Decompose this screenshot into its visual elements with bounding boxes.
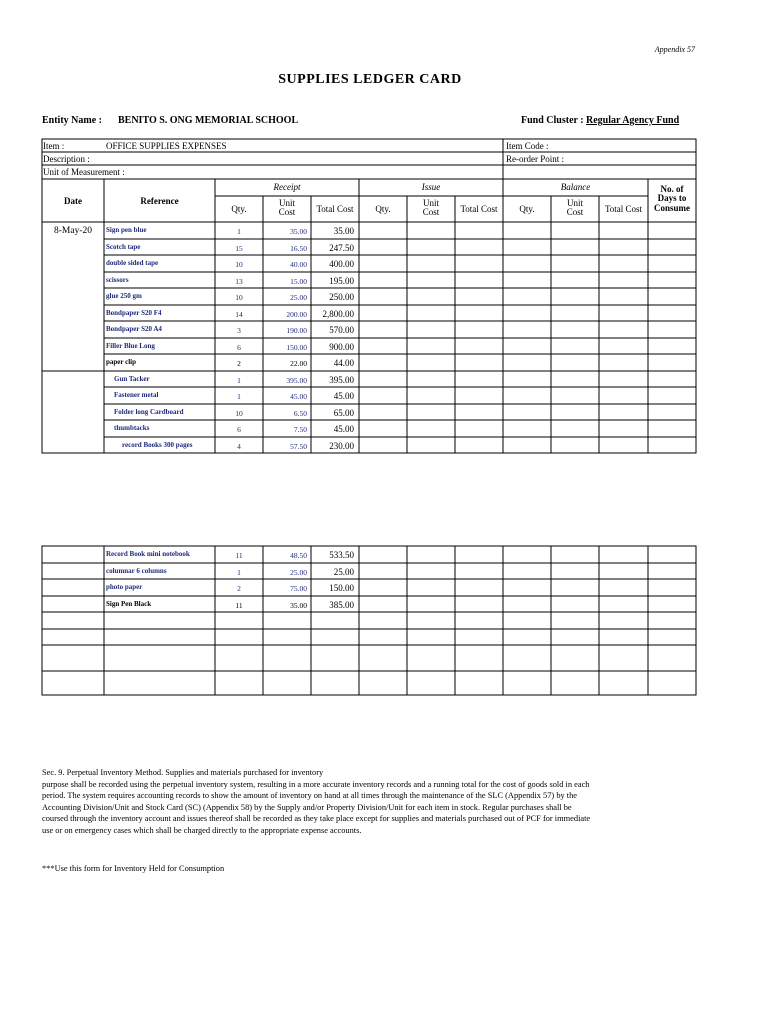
reorder-point-label: Re-order Point : [506,154,564,164]
row-receipt-unit-cost: 75.00 [290,584,307,593]
row-reference: double sided tape [106,259,159,267]
row-receipt-total-cost: 900.00 [329,342,354,352]
row-reference: scissors [106,276,129,284]
row-receipt-unit-cost: 35.00 [290,601,307,610]
perpetual-inventory-paragraph [42,767,702,836]
row-reference: photo paper [106,583,143,591]
usage-note: ***Use this form for Inventory Held for Consumption [42,864,225,873]
row-receipt-total-cost: 45.00 [333,391,354,401]
balance-unit-cost-header [551,199,599,218]
row-receipt-unit-cost: 6.50 [293,409,307,418]
unit-cost-line2: Cost [566,207,584,218]
row-receipt-total-cost: 570.00 [329,325,354,335]
row-receipt-unit-cost: 395.00 [286,376,307,385]
issue-qty-header: Qty. [375,204,391,214]
paragraph-line: coursed through the inventory account and issues thereof shall be recorded as they take place except for supplies and materials purchased out of PCF for immediate [42,814,591,823]
days-header-line1: No. of [660,184,684,194]
row-reference: Bondpaper S20 F4 [106,309,162,317]
receipt-unit-cost-header [263,199,311,218]
row-receipt-total-cost: 150.00 [329,583,354,593]
row-receipt-unit-cost: 45.00 [290,392,307,401]
row-receipt-unit-cost: 200.00 [286,310,307,319]
receipt-header: Receipt [273,182,301,192]
row-reference: Gun Tacker [114,375,150,383]
unit-cost-line1: Unit [278,198,295,208]
paragraph-line: Accounting Division/Unit and Stock Card (SC) (Appendix 58) by the Supply and/or Property Division/Unit for each item in stock. Regular purchases shall be [42,802,572,812]
reference-header: Reference [140,196,179,206]
row-receipt-unit-cost: 22.00 [290,359,307,368]
row-receipt-qty: 2 [237,584,241,593]
row-reference: Filler Blue Long [106,342,155,350]
paragraph-line: purpose shall be recorded using the perpetual inventory system, resulting in a more accurate inventory records and a running total for the cost of goods sold in each [42,779,590,789]
row-reference: Sign Pen Black [106,600,152,608]
row-receipt-unit-cost: 7.50 [293,425,307,434]
issue-header: Issue [421,182,441,192]
date-header: Date [64,196,82,206]
row-receipt-unit-cost: 25.00 [290,293,307,302]
row-receipt-qty: 14 [235,310,243,319]
unit-cost-line1: Unit [566,198,583,208]
balance-total-cost-header: Total Cost [604,204,643,214]
days-header-line3: Consume [653,202,690,213]
paragraph-line: Sec. 9. Perpetual Inventory Method. Supplies and materials purchased for inventory [42,768,324,777]
row-receipt-unit-cost: 190.00 [286,326,307,335]
unit-cost-line2: Cost [278,207,296,218]
unit-of-measurement-label: Unit of Measurement : [43,167,125,177]
row-reference: Scotch tape [106,243,141,251]
row-receipt-total-cost: 35.00 [333,226,354,236]
row-receipt-total-cost: 195.00 [329,276,354,286]
row-receipt-unit-cost: 48.50 [290,551,307,560]
appendix-label: Appendix 57 [654,45,695,54]
row-receipt-qty: 2 [237,359,241,368]
balance-header: Balance [560,182,591,192]
description-label: Description : [43,154,90,164]
page-title: SUPPLIES LEDGER CARD [278,72,462,87]
row-reference: columnar 6 columns [106,567,167,575]
row-receipt-qty: 6 [237,343,241,352]
paragraph-line: period. The system requires accounting records to show the amount of inventory on hand at all times through the maintenance of the SLC (Appendix 57) by the [42,791,578,800]
row-receipt-qty: 11 [235,601,243,610]
row-receipt-qty: 6 [237,425,241,434]
row-reference: glue 250 gm [106,292,142,300]
row-receipt-unit-cost: 25.00 [290,568,307,577]
receipt-qty-header: Qty. [231,204,247,214]
row-receipt-total-cost: 2,800.00 [322,309,354,319]
row-receipt-qty: 11 [235,551,243,560]
fund-cluster-value: Regular Agency Fund [586,115,680,126]
row-receipt-qty: 10 [235,409,243,418]
row-reference: Bondpaper S20 A4 [106,325,162,333]
item-code-label: Item Code : [506,141,549,151]
unit-cost-line2: Cost [422,207,440,218]
row-receipt-total-cost: 230.00 [329,441,354,451]
issue-unit-cost-header [407,199,455,218]
unit-cost-line1: Unit [422,198,439,208]
row-receipt-unit-cost: 150.00 [286,343,307,352]
row-receipt-qty: 10 [235,260,243,269]
row-receipt-unit-cost: 15.00 [290,277,307,286]
row-receipt-qty: 1 [237,376,241,385]
row-receipt-qty: 15 [235,244,243,253]
row-receipt-qty: 10 [235,293,243,302]
row-receipt-qty: 13 [235,277,243,286]
row-reference: Fastener metal [114,391,159,399]
row-receipt-qty: 1 [237,392,241,401]
row-receipt-total-cost: 45.00 [333,424,354,434]
row-reference: Sign pen blue [106,226,147,234]
row-reference: record Books 300 pages [122,441,193,449]
row-receipt-unit-cost: 35.00 [290,227,307,236]
receipt-total-cost-header: Total Cost [316,204,354,214]
row-reference: thumbtacks [114,424,150,432]
row-receipt-total-cost: 250.00 [329,292,354,302]
row-receipt-unit-cost: 40.00 [290,260,307,269]
row-receipt-total-cost: 44.00 [333,358,354,368]
balance-qty-header: Qty. [519,204,535,214]
days-to-consume-header [648,185,696,213]
row-receipt-qty: 4 [237,442,241,451]
entity-name-value: BENITO S. ONG MEMORIAL SCHOOL [118,115,299,126]
row-receipt-unit-cost: 16.50 [290,244,307,253]
row-receipt-qty: 1 [237,227,241,236]
row-date: 8-May-20 [54,226,92,236]
row-receipt-unit-cost: 57.50 [290,442,307,451]
row-reference: Record Book mini notebook [106,550,190,558]
row-receipt-total-cost: 395.00 [329,375,354,385]
paragraph-line: use or on emergency cases which shall be charged directly to the appropriate expense accounts. [42,825,362,835]
row-receipt-total-cost: 247.50 [329,243,354,253]
row-receipt-qty: 3 [237,326,241,335]
row-receipt-qty: 1 [237,568,241,577]
entity-name-label: Entity Name : [42,115,102,126]
item-label: Item : [43,141,65,151]
days-header-line2: Days to [657,193,687,204]
row-receipt-total-cost: 385.00 [329,600,354,610]
row-receipt-total-cost: 25.00 [333,567,354,577]
row-reference: paper clip [106,358,137,366]
issue-total-cost-header: Total Cost [460,204,498,214]
row-receipt-total-cost: 533.50 [329,550,354,560]
row-receipt-total-cost: 400.00 [329,259,354,269]
fund-cluster-label: Fund Cluster : [521,115,584,126]
row-receipt-total-cost: 65.00 [333,408,354,418]
item-value: OFFICE SUPPLIES EXPENSES [106,141,227,151]
row-reference: Folder long Cardboard [114,408,184,416]
